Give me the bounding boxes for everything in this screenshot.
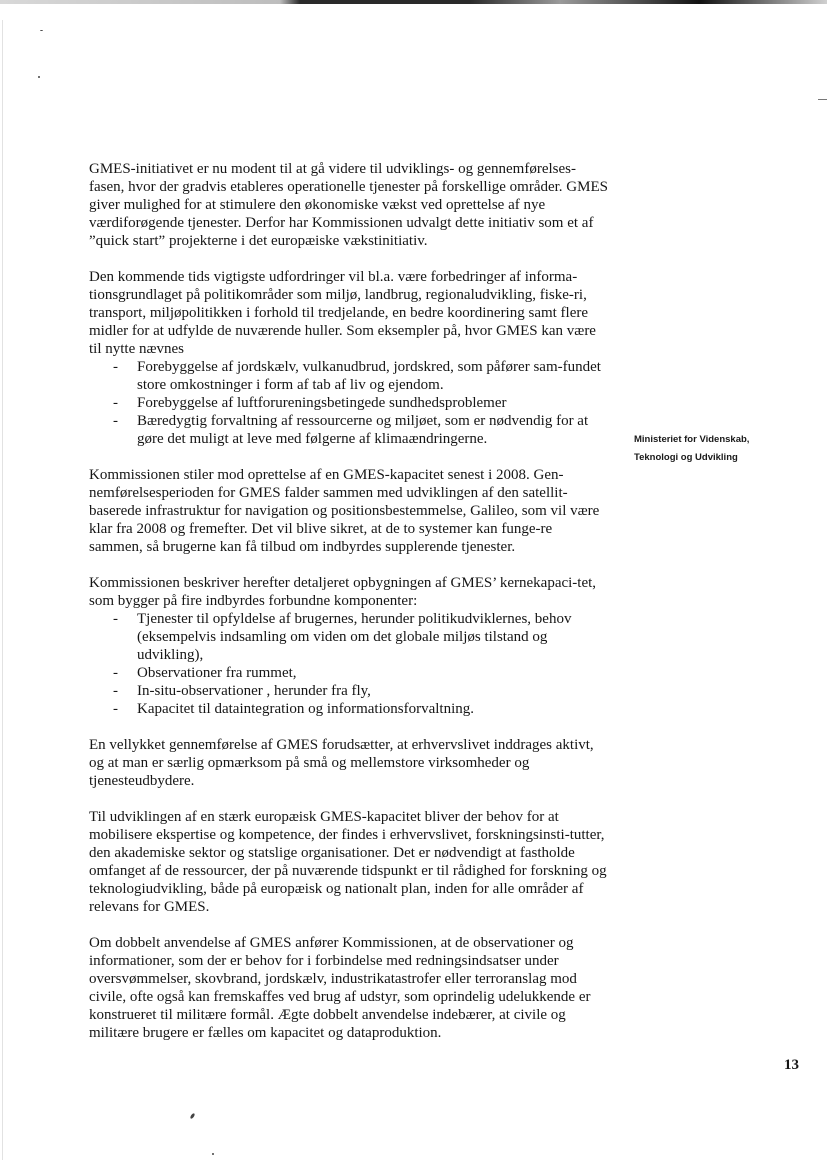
margin-note-line: Teknologi og Udvikling xyxy=(634,452,738,463)
scan-mark xyxy=(818,99,827,100)
list-dash: - xyxy=(113,701,118,717)
bullet-list xyxy=(89,610,609,718)
paragraph: Kommissionen stiler mod oprettelse af en GMES-kapacitet senest i 2008. Gen-nemførelsesperioden for GMES falder sammen med udviklingen af den satellit-baserede infrastruktur for navigation og positionsbestemmelse, Galileo, som vil være klar fra 2008 og fremefter. Det vil blive sikret, at de to systemer kan funge-re sammen, så brugerne kan få tilbud om indbyrdes supplerende tjenester. xyxy=(89,467,600,555)
list-dash: - xyxy=(113,395,118,411)
list-dash: - xyxy=(113,359,118,375)
paragraph: GMES-initiativet er nu modent til at gå videre til udviklings- og gennemførelses-fasen, hvor der gradvis etableres operationelle tjenester på forskellige områder. GMES giver mulighed for at stimulere den økonomiske vækst ved oprettelse af nye værdiforøgende tjenester. Derfor har Kommissionen udvalgt dette initiativ som et af ”quick start” projekterne i det europæiske vækstinitiativ. xyxy=(89,161,608,249)
margin-note xyxy=(634,431,814,467)
paragraph-with-list xyxy=(89,268,609,448)
list-dash: - xyxy=(113,683,118,699)
page-number: 13 xyxy=(784,1057,799,1073)
scan-speck xyxy=(40,30,43,31)
scan-edge xyxy=(0,0,827,4)
list-item: - Tjenester til opfyldelse af brugernes, herunder politikudviklernes, behov (eksempelvis indsamling om viden om det globale miljøs tilstand og udvikling), xyxy=(113,611,572,663)
paragraph: Den kommende tids vigtigste udfordringer vil bl.a. være forbedringer af informa-tionsgrundlaget på politikområder som miljø, landbrug, regionaludvikling, fiske-ri, transport, miljøpolitikken i forhold til tredjelande, en bedre koordinering samt flere midler for at udfylde de nuværende huller. Som eksempler på, hvor GMES kan være til nytte nævnes xyxy=(89,269,596,357)
paragraph: Om dobbelt anvendelse af GMES anfører Kommissionen, at de observationer og informationer, som der er behov for i forbindelse med redningsindsatser under oversvømmelser, skovbrand, jordskælv, industrikatastrofer eller terroranslag mod civile, ofte også kan fremskaffes ved brug af udstyr, som oprindelig udelukkende er konstrueret til militære formål. Ægte dobbelt anvendelse indebærer, at civile og militære brugere er fælles om kapacitet og dataproduktion. xyxy=(89,935,591,1041)
paragraph: Til udviklingen af en stærk europæisk GMES-kapacitet bliver der behov for at mobilisere ekspertise og kompetence, der findes i erhvervslivet, forskningsinsti-tutter, den akademiske sektor og statslige organisationer. Det er nødvendigt at fastholde omfanget af de ressourcer, der på nuværende tidspunkt er til rådighed for forskning og teknologiudvikling, både på europæisk og nationalt plan, inden for alle områder af relevans for GMES. xyxy=(89,809,607,915)
paragraph: En vellykket gennemførelse af GMES forudsætter, at erhvervslivet inddrages aktivt, og at man er særlig opmærksom på små og mellemstore virksomheder og tjenesteudbydere. xyxy=(89,737,594,789)
paragraph: Kommissionen beskriver herefter detaljeret opbygningen af GMES’ kernekapaci-tet, som bygger på fire indbyrdes forbundne komponenter: xyxy=(89,575,597,609)
list-item: - Kapacitet til dataintegration og informationsforvaltning. xyxy=(113,701,474,717)
list-item: - Forebyggelse af luftforureningsbetingede sundhedsproblemer xyxy=(113,395,507,411)
scan-speck xyxy=(190,1113,196,1120)
margin-note-line: Ministeriet for Videnskab, xyxy=(634,434,750,445)
list-dash: - xyxy=(113,665,118,681)
paragraph-with-list xyxy=(89,574,609,718)
scan-speck xyxy=(38,76,40,78)
list-item: - Bæredygtig forvaltning af ressourcerne og miljøet, som er nødvendig for at gøre det muligt at leve med følgerne af klimaændringerne. xyxy=(113,413,589,447)
scan-speck xyxy=(212,1153,214,1155)
list-dash: - xyxy=(113,611,118,627)
list-item: - In-situ-observationer , herunder fra fly, xyxy=(113,683,371,699)
list-item: - Observationer fra rummet, xyxy=(113,665,297,681)
bullet-list xyxy=(89,358,609,448)
list-dash: - xyxy=(113,413,118,429)
list-item: - Forebyggelse af jordskælv, vulkanudbrud, jordskred, som påfører sam-fundet store omkostninger i form af tab af liv og ejendom. xyxy=(113,359,601,393)
scan-margin-line xyxy=(2,20,3,1160)
document-body xyxy=(89,160,609,1060)
